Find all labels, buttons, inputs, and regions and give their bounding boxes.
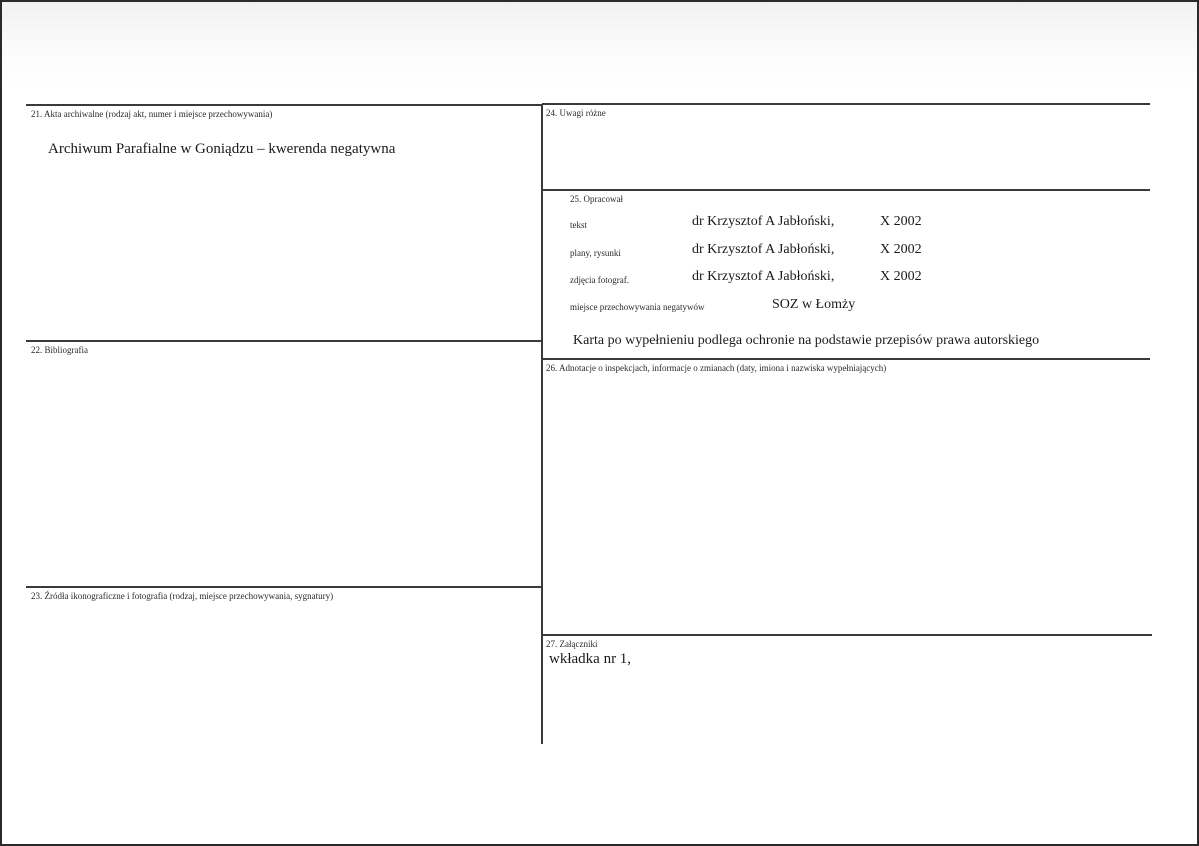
author-row-value-photos: dr Krzysztof A Jabłoński, bbox=[692, 269, 835, 284]
column-divider bbox=[541, 104, 543, 744]
copyright-note: Karta po wypełnieniu podlega ochronie na podstawie przepisów prawa autorskiego bbox=[573, 333, 1040, 348]
author-row-date-plans: X 2002 bbox=[880, 242, 922, 257]
author-row-value-text: dr Krzysztof A Jabłoński, bbox=[692, 214, 835, 229]
negatives-value: SOZ w Łomży bbox=[772, 297, 856, 312]
rule-top-right bbox=[542, 103, 1150, 105]
author-row-label-plans: plany, rysunki bbox=[570, 248, 621, 258]
rule-26 bbox=[542, 358, 1150, 360]
section-22-label: 22. Bibliografia bbox=[31, 345, 88, 355]
rule-27 bbox=[542, 634, 1152, 636]
section-21-content: Archiwum Parafialne w Goniądzu – kwerenda negatywna bbox=[48, 141, 396, 157]
author-row-date-text: X 2002 bbox=[880, 214, 922, 229]
section-23-label: 23. Źródła ikonograficzne i fotografia (rodzaj, miejsce przechowywania, sygnatury) bbox=[31, 591, 334, 601]
rule-23 bbox=[26, 586, 542, 588]
author-row-label-text: tekst bbox=[570, 220, 587, 230]
section-27-label: 27. Załączniki bbox=[546, 639, 598, 649]
section-25-label: 25. Opracował bbox=[570, 194, 623, 204]
scan-shading bbox=[2, 2, 1197, 92]
rule-top-left bbox=[26, 104, 542, 106]
negatives-label: miejsce przechowywania negatywów bbox=[570, 302, 705, 312]
section-27-content: wkładka nr 1, bbox=[549, 651, 632, 667]
rule-22 bbox=[26, 340, 542, 342]
section-24-label: 24. Uwagi różne bbox=[546, 108, 606, 118]
author-row-label-photos: zdjęcia fotograf. bbox=[570, 275, 629, 285]
author-row-value-plans: dr Krzysztof A Jabłoński, bbox=[692, 242, 835, 257]
section-21-label: 21. Akta archiwalne (rodzaj akt, numer i miejsce przechowywania) bbox=[31, 109, 273, 119]
author-row-date-photos: X 2002 bbox=[880, 269, 922, 284]
rule-25 bbox=[542, 189, 1150, 191]
section-26-label: 26. Adnotacje o inspekcjach, informacje o zmianach (daty, imiona i nazwiska wypełniających) bbox=[546, 363, 887, 373]
